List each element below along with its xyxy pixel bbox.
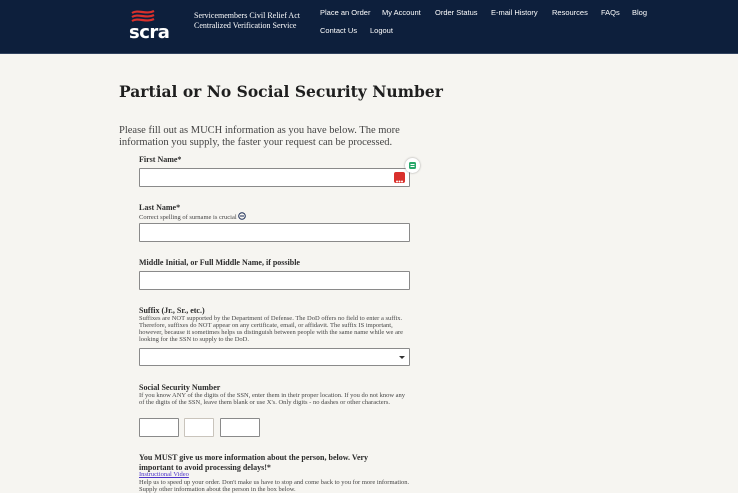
- last-name-input[interactable]: [139, 223, 410, 242]
- chevron-down-icon: [399, 356, 405, 359]
- extension-icon[interactable]: [405, 158, 420, 173]
- nav-order-status[interactable]: Order Status: [435, 8, 478, 17]
- page-title: Partial or No Social Security Number: [119, 82, 443, 101]
- logo-text[interactable]: scra: [129, 22, 170, 43]
- last-name-help: [139, 212, 411, 221]
- more-info-label: You MUST give us more information about the person, below. Very important to avoid processing delays!*: [139, 453, 369, 472]
- ssn-help: If you know ANY of the digits of the SSN, enter them in their proper location. If you do not know any of the digits of the SSN, leave them blank or use X's. Only digits - no dashes or other characters.: [139, 392, 406, 406]
- suffix-label: Suffix (Jr., Sr., etc.): [139, 306, 205, 315]
- ssn-group-input[interactable]: [184, 418, 214, 437]
- last-name-help-text: Correct spelling of surname is crucial: [139, 214, 237, 221]
- ssn-area-input[interactable]: [139, 418, 179, 437]
- password-manager-icon[interactable]: [394, 172, 405, 183]
- nav-faqs[interactable]: FAQs: [601, 8, 620, 17]
- minus-circle-icon[interactable]: [238, 212, 246, 220]
- intro-text: Please fill out as MUCH information as you have below. The more information you supply, the faster your request can be processed.: [119, 125, 400, 148]
- nav-blog[interactable]: Blog: [632, 8, 648, 17]
- last-name-label: Last Name*: [139, 203, 181, 212]
- nav-email-history[interactable]: E-mail History: [491, 8, 538, 17]
- suffix-selected-value: [140, 358, 143, 366]
- nav-place-order[interactable]: Place an Order: [320, 8, 371, 17]
- video-link-wrap: [139, 471, 411, 478]
- nav-my-account[interactable]: My Account: [382, 8, 421, 17]
- suffix-help: Suffixes are NOT supported by the Department of Defense. The DoD offers no field to enter a suffix. Therefore, suffixes do NOT appear on any certificate, email, or affidavit. The suffix IS important, however, because it sometimes helps us distinguish between people with the same name while we are looking for the SSN to supply to the DoD.: [139, 315, 403, 343]
- instructional-video-link[interactable]: Instructional Video: [139, 471, 189, 478]
- first-name-input[interactable]: [139, 168, 410, 187]
- nav-logout[interactable]: Logout: [370, 26, 393, 35]
- site-title: Servicemembers Civil Relief Act Centralized Verification Service: [194, 11, 300, 30]
- middle-name-input[interactable]: [139, 271, 410, 290]
- nav-contact-us[interactable]: Contact Us: [320, 26, 358, 35]
- middle-name-label: Middle Initial, or Full Middle Name, if possible: [139, 258, 300, 267]
- suffix-select[interactable]: [139, 348, 410, 366]
- ssn-label: Social Security Number: [139, 383, 221, 392]
- first-name-label: First Name*: [139, 155, 182, 164]
- ssn-serial-input[interactable]: [220, 418, 260, 437]
- site-header: [0, 0, 738, 54]
- more-info-help: Help us to speed up your order. Don't make us have to stop and come back to you for more information. Supply other information about the person in the box below.: [139, 479, 410, 493]
- nav-resources[interactable]: Resources: [552, 8, 588, 17]
